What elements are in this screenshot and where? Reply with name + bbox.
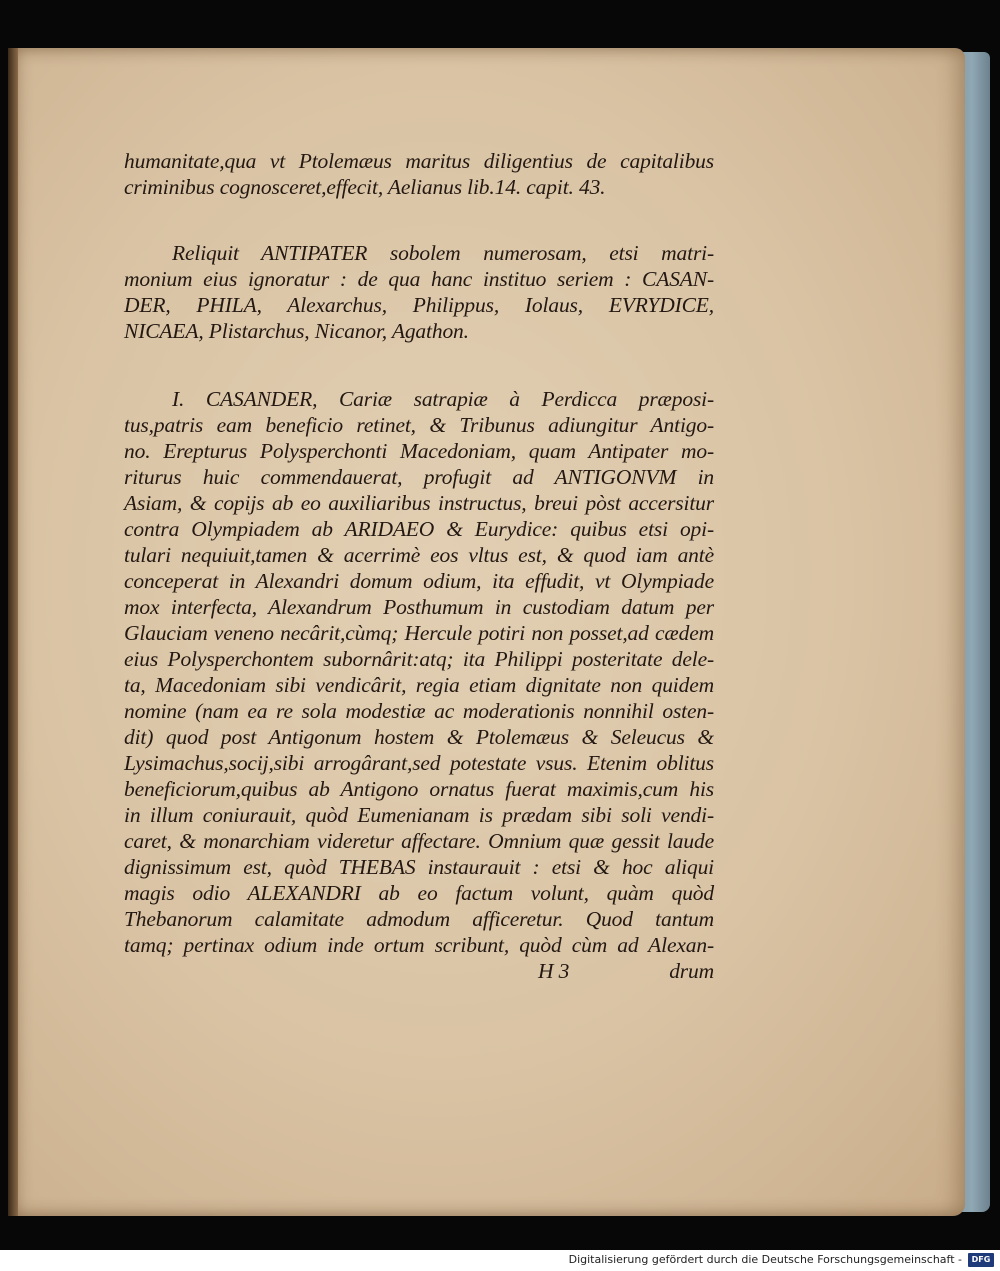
text-line: NICAEA, Plistarchus, Nicanor, Agathon.	[124, 319, 469, 343]
text-line: tus,patris eam beneficio retinet, & Tribunus adiungitur Antigo-	[124, 413, 714, 437]
text-line: Asiam, & copijs ab eo auxiliaribus instructus, breui pòst accersitur	[124, 491, 714, 515]
digitization-footer	[0, 1250, 1000, 1271]
text-line: conceperat in Alexandri domum odium, ita effudit, vt Olympiade	[124, 569, 714, 593]
text-line: Glauciam veneno necârit,cùmq; Hercule potiri non posset,ad cædem	[124, 621, 714, 645]
text-line: dit) quod post Antigonum hostem & Ptolemæus & Seleucus &	[124, 725, 714, 749]
text-line: I. CASANDER, Cariæ satrapiæ à Perdicca præposi-	[172, 387, 714, 411]
text-line: criminibus cognosceret,effecit, Aelianus lib.14. capit. 43.	[124, 175, 606, 199]
text-line: contra Olympiadem ab ARIDAEO & Eurydice: quibus etsi opi-	[124, 517, 714, 541]
text-line: Lysimachus,socij,sibi arrogârant,sed potestate vsus. Etenim oblitus	[124, 751, 714, 775]
paragraph-1	[124, 148, 714, 200]
text-line: ta, Macedoniam sibi vendicârit, regia etiam dignitate non quidem	[124, 673, 714, 697]
text-line: monium eius ignoratur : de qua hanc instituo seriem : CASAN-	[124, 267, 714, 291]
dfg-logo: DFG	[968, 1253, 994, 1267]
text-line: humanitate,qua vt Ptolemæus maritus diligentius de capitalibus	[124, 149, 714, 173]
text-line: in illum coniurauit, quòd Eumenianam is prædam sibi soli vendi-	[124, 803, 714, 827]
page-text	[124, 148, 714, 984]
text-line: riturus huic commendauerat, profugit ad ANTIGONVM in	[124, 465, 714, 489]
text-line: Thebanorum calamitate admodum afficeretur. Quod tantum	[124, 907, 714, 931]
text-line: DER, PHILA, Alexarchus, Philippus, Iolaus, EVRYDICE,	[124, 293, 714, 317]
text-line: Reliquit ANTIPATER sobolem numerosam, etsi matri-	[172, 241, 714, 265]
funding-notice: Digitalisierung gefördert durch die Deutsche Forschungsgemeinschaft -	[568, 1253, 962, 1266]
text-line: mox interfecta, Alexandrum Posthumum in custodiam datum per	[124, 595, 714, 619]
text-line: tulari nequiuit,tamen & acerrimè eos vltus est, & quod iam antè	[124, 543, 714, 567]
text-line: tamq; pertinax odium inde ortum scribunt, quòd cùm ad Alexan-	[124, 933, 714, 957]
page-foot	[124, 958, 714, 984]
paragraph-3	[124, 386, 714, 984]
catchword: drum	[669, 959, 714, 983]
text-line: dignissimum est, quòd THEBAS instaurauit : etsi & hoc aliqui	[124, 855, 714, 879]
text-line: caret, & monarchiam videretur affectare. Omnium quæ gessit laude	[124, 829, 714, 853]
text-line: magis odio ALEXANDRI ab eo factum volunt, quàm quòd	[124, 881, 714, 905]
text-line: nomine (nam ea re sola modestiæ ac moderationis nonnihil osten-	[124, 699, 714, 723]
signature-mark: H 3	[538, 959, 570, 983]
paragraph-2	[124, 240, 714, 344]
text-line: no. Erepturus Polysperchonti Macedoniam, quam Antipater mo-	[124, 439, 714, 463]
text-line: beneficiorum,quibus ab Antigono ornatus fuerat maximis,cum his	[124, 777, 714, 801]
text-line: eius Polysperchontem subornârit:atq; ita Philippi posteritate dele-	[124, 647, 714, 671]
book-gutter	[8, 48, 18, 1216]
